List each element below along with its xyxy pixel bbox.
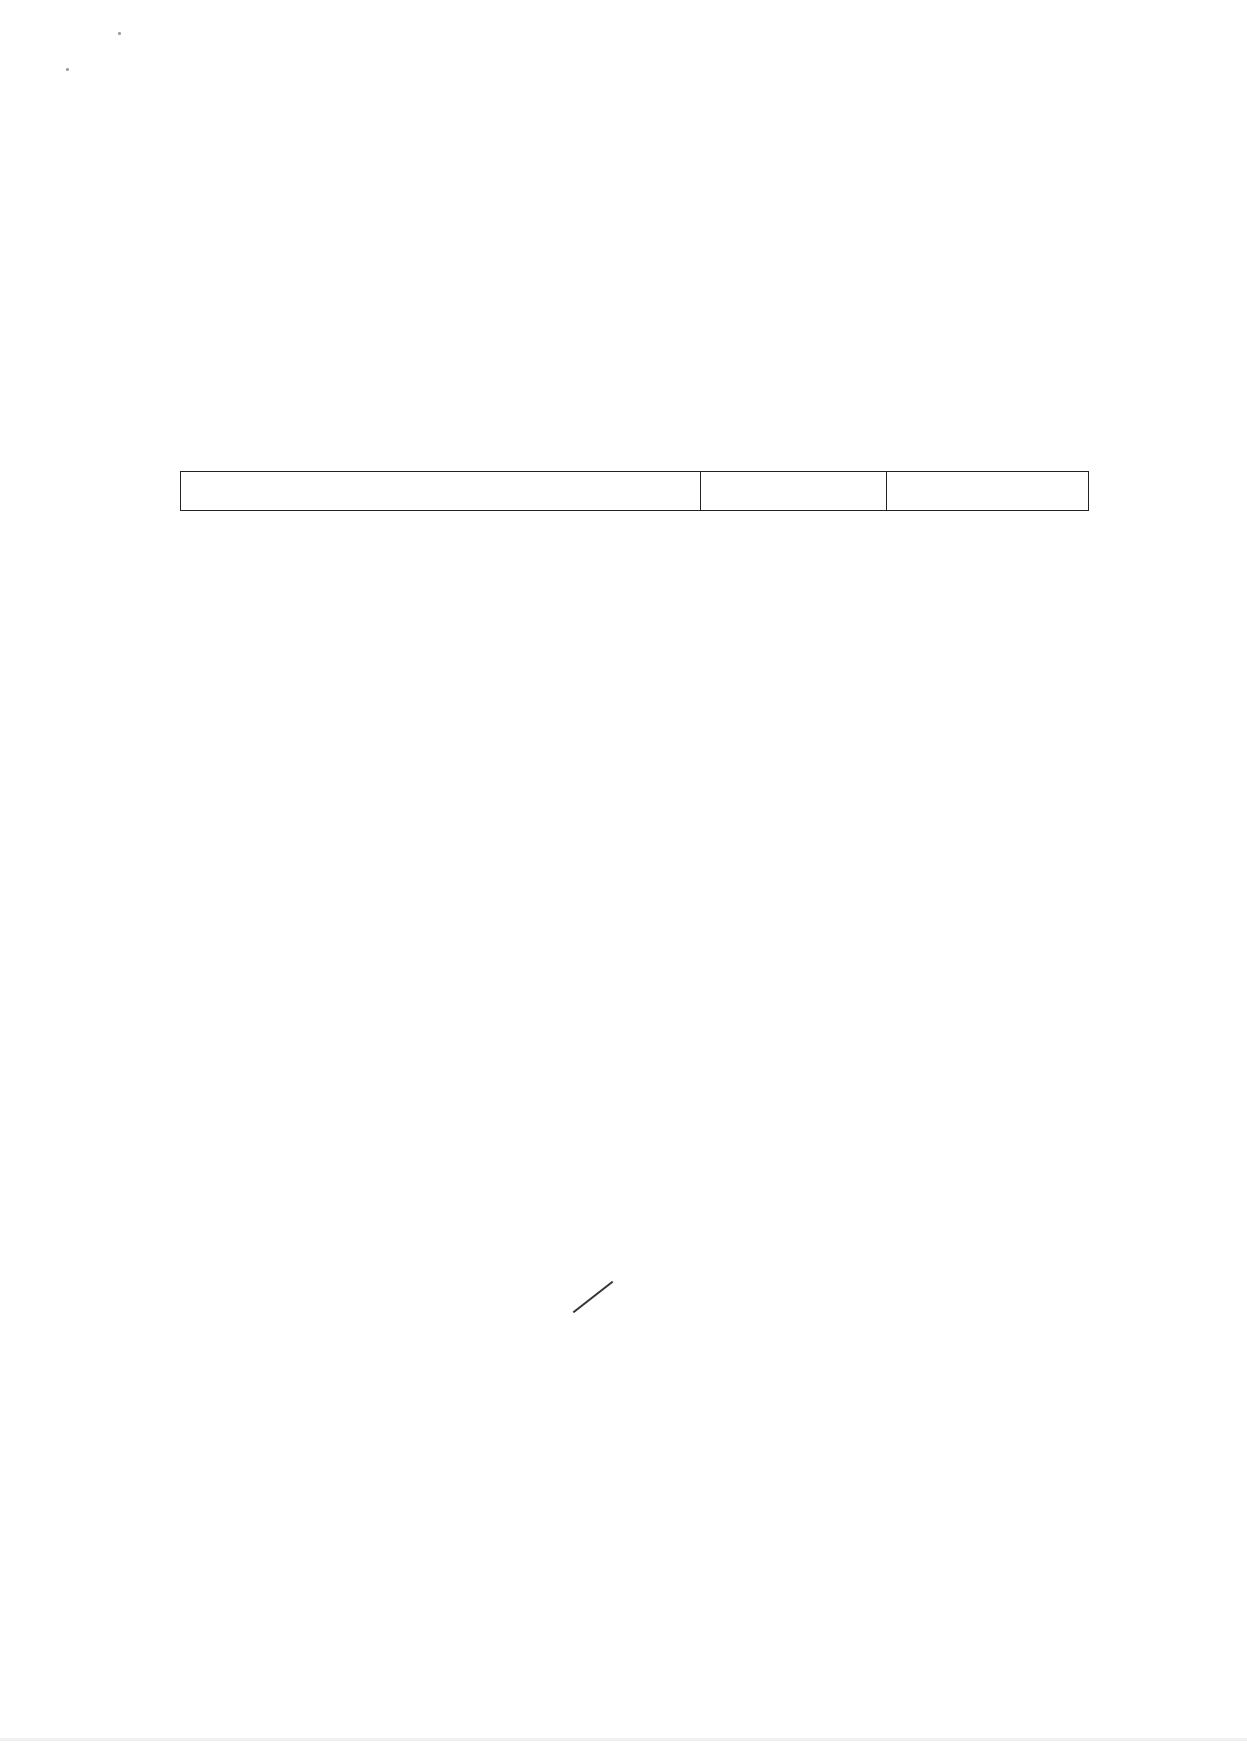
header-nein (887, 472, 1089, 511)
scan-speck (118, 32, 121, 35)
handwritten-slash-mark (573, 1281, 614, 1313)
scan-speck (66, 68, 69, 71)
vote-table-header (181, 472, 1089, 511)
header-ja (701, 472, 887, 511)
vote-table (180, 471, 1089, 511)
header-name (181, 472, 701, 511)
scan-edge (0, 1738, 1247, 1741)
